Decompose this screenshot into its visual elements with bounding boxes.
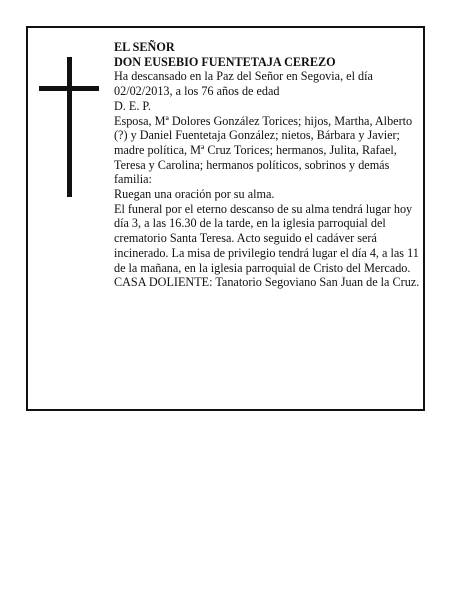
mourning-house: CASA DOLIENTE: Tanatorio Segoviano San Juan de la Cruz.	[114, 275, 420, 290]
deceased-name: DON EUSEBIO FUENTETAJA CEREZO	[114, 54, 336, 69]
notice-text	[114, 40, 422, 290]
cross-vertical-bar	[67, 57, 72, 197]
family-members: Esposa, Mª Dolores González Torices; hijos, Martha, Alberto (?) y Daniel Fuentetaja González; nietos, Bárbara y Javier; madre política, Mª Cruz Torices; hermanos, Julita, Rafael, Teresa y Carolina; hermanos políticos, sobrinos y demás familia:	[114, 113, 413, 187]
notice-title-line-1: EL SEÑOR	[114, 40, 175, 54]
death-info: Ha descansado en la Paz del Señor en Segovia, el día 02/02/2013, a los 76 años de edad	[114, 69, 373, 99]
rest-in-peace: D. E. P.	[114, 98, 151, 113]
prayer-request: Ruegan una oración por su alma.	[114, 187, 275, 202]
cross-horizontal-bar	[39, 86, 99, 91]
obituary-notice	[26, 26, 425, 411]
funeral-details: El funeral por el eterno descanso de su alma tendrá lugar hoy día 3, a las 16.30 de la tarde, en la iglesia parroquial del crematorio Santa Teresa. Acto seguido el cadáver será incinerado. La misa de privilegio tendrá lugar el día 4, a las 11 de la mañana, en la iglesia parroquial de Cristo del Mercado.	[114, 201, 419, 275]
